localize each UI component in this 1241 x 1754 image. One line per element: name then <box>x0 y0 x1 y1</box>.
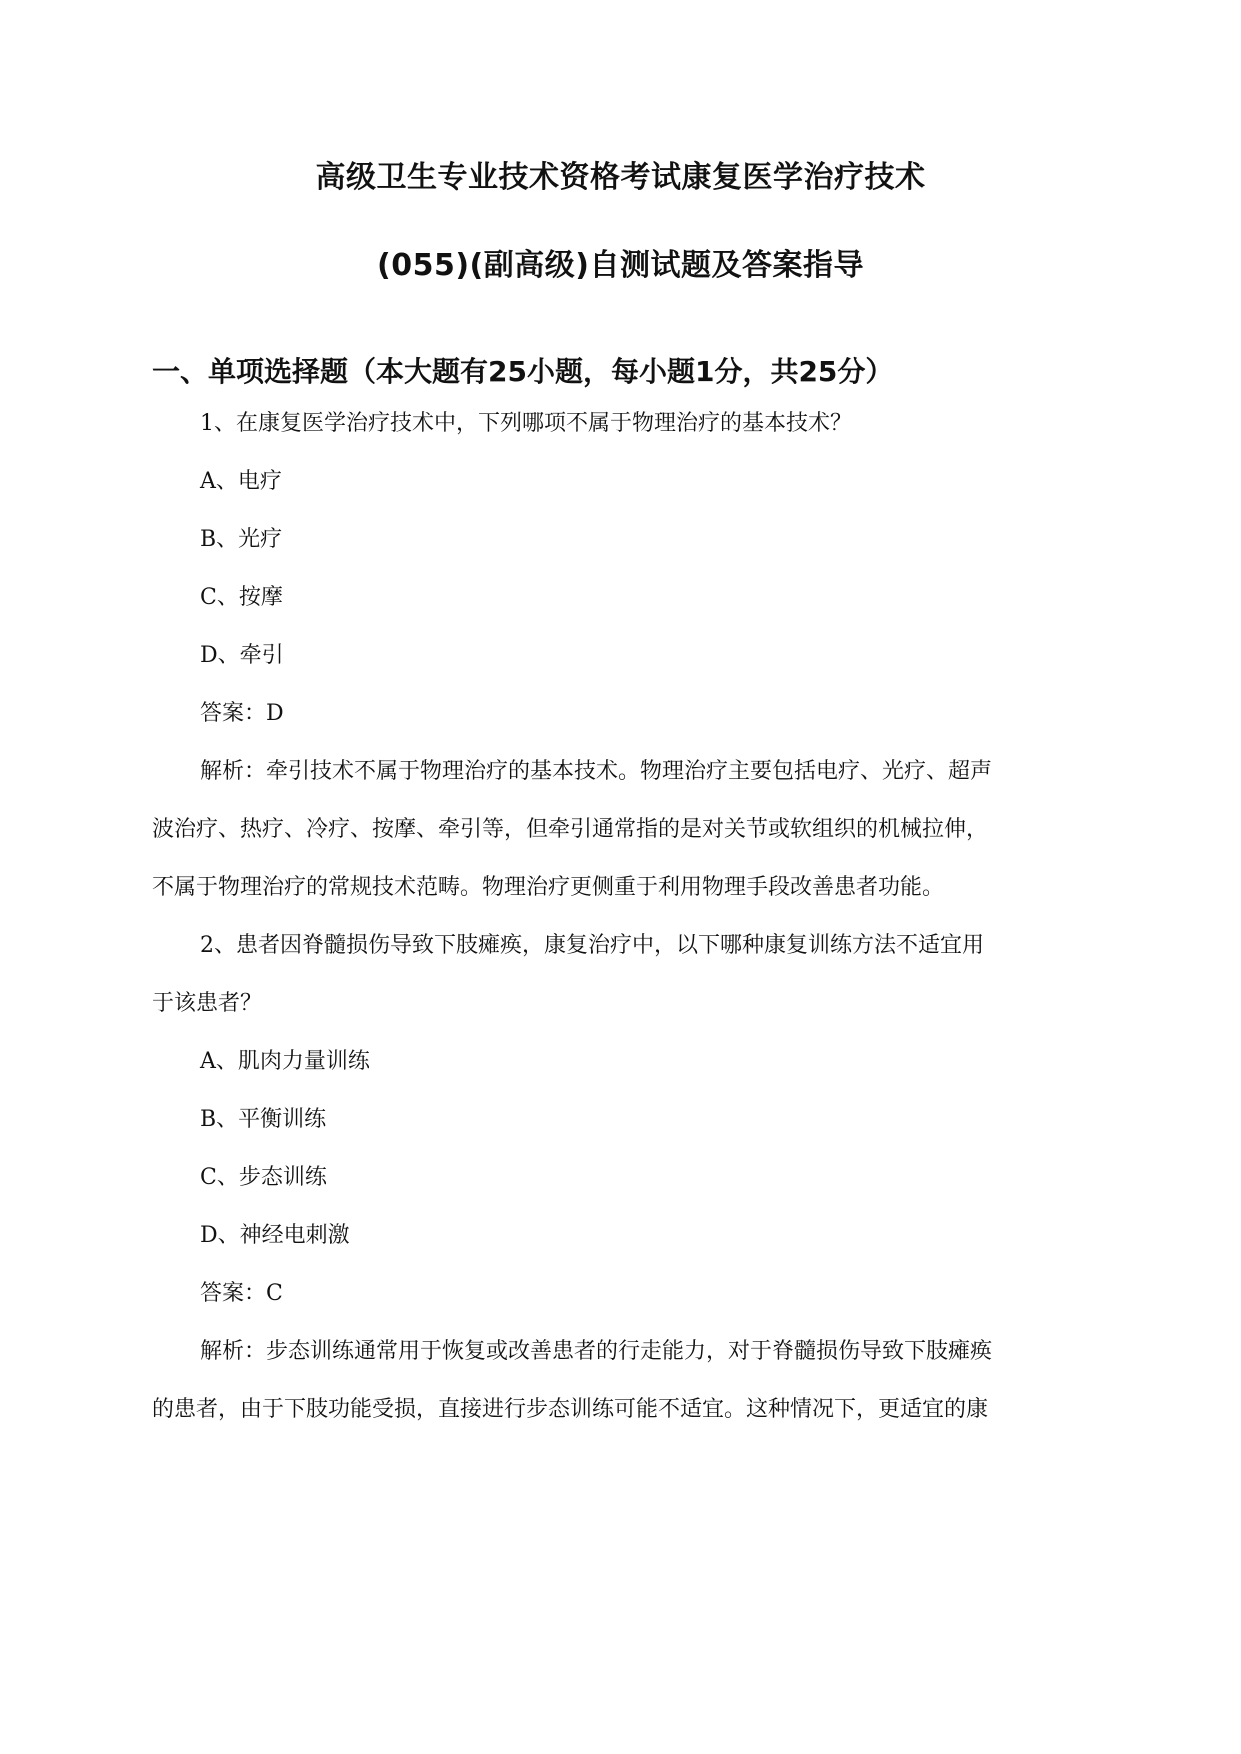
question-1-analysis-line-1: 解析：牵引技术不属于物理治疗的基本技术。物理治疗主要包括电疗、光疗、超声 <box>200 759 993 784</box>
question-1-option-b: B、光疗 <box>200 527 283 552</box>
question-2-option-d: D、神经电刺激 <box>200 1223 350 1248</box>
question-2-stem-line-1: 2、患者因脊髓损伤导致下肢瘫痪，康复治疗中，以下哪种康复训练方法不适宜用 <box>200 933 984 958</box>
document-title-line-2: (055)(副高级)自测试题及答案指导 <box>377 248 864 283</box>
question-2-stem-line-2: 于该患者？ <box>152 991 263 1016</box>
section-heading: 一、单项选择题（本大题有25小题，每小题1分，共25分） <box>152 355 894 388</box>
question-1-option-a: A、电疗 <box>200 469 282 494</box>
question-1-analysis-line-3: 不属于物理治疗的常规技术范畴。物理治疗更侧重于利用物理手段改善患者功能。 <box>152 875 945 900</box>
document-title-line-1: 高级卫生专业技术资格考试康复医学治疗技术 <box>315 160 926 195</box>
question-2-analysis-line-1: 解析：步态训练通常用于恢复或改善患者的行走能力，对于脊髓损伤导致下肢瘫痪 <box>200 1339 993 1364</box>
question-1-answer: 答案：D <box>200 701 284 726</box>
question-2-analysis-line-2: 的患者，由于下肢功能受损，直接进行步态训练可能不适宜。这种情况下，更适宜的康 <box>152 1397 989 1422</box>
question-1-analysis-line-2: 波治疗、热疗、冷疗、按摩、牵引等，但牵引通常指的是对关节或软组织的机械拉伸， <box>152 817 989 842</box>
question-1-stem: 1、在康复医学治疗技术中，下列哪项不属于物理治疗的基本技术？ <box>200 411 852 436</box>
question-1-option-d: D、牵引 <box>200 643 284 668</box>
question-2-option-b: B、平衡训练 <box>200 1107 327 1132</box>
question-2-option-c: C、步态训练 <box>200 1165 327 1190</box>
question-2-option-a: A、肌肉力量训练 <box>200 1049 370 1074</box>
question-2-answer: 答案：C <box>200 1281 283 1306</box>
question-1-option-c: C、按摩 <box>200 585 283 610</box>
